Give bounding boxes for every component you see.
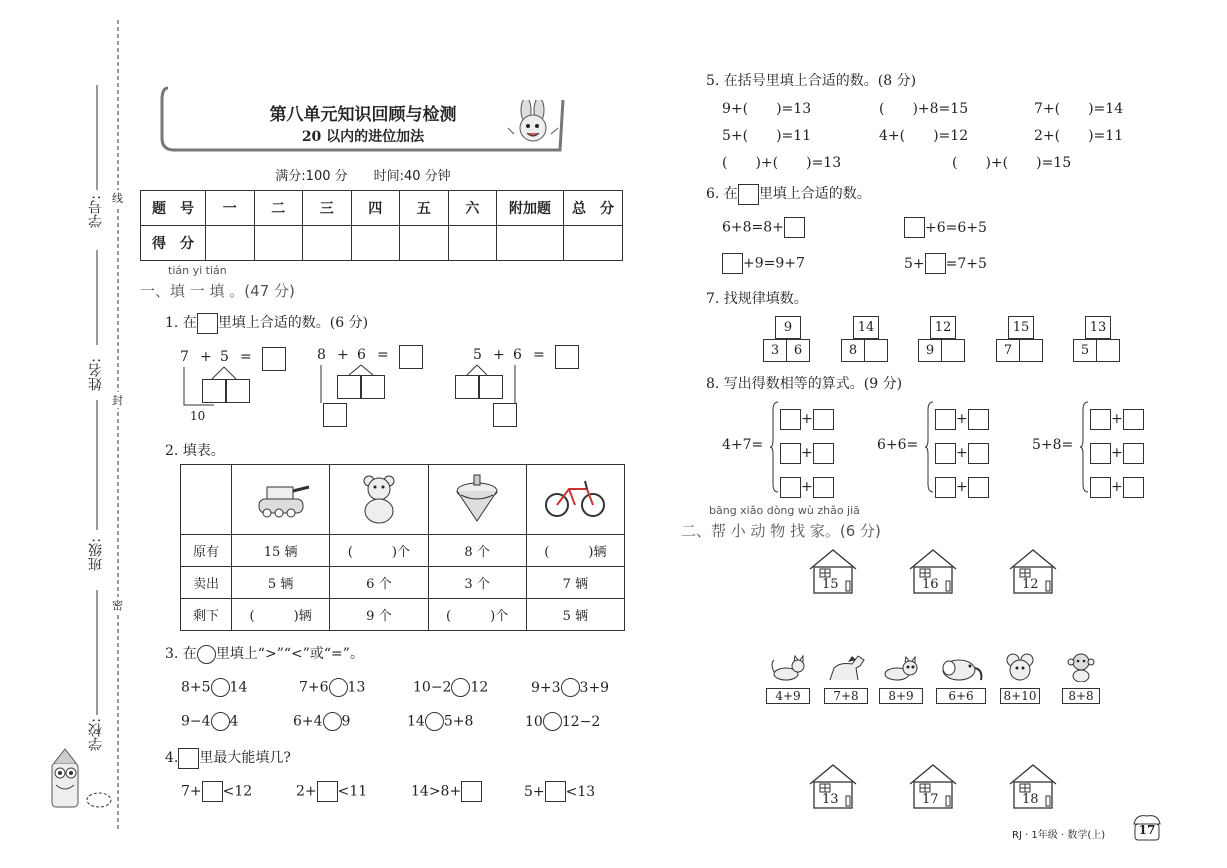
dashed-cut-line bbox=[0, 0, 130, 868]
answer-box[interactable] bbox=[1090, 477, 1111, 498]
table-cell[interactable]: ( )个 bbox=[330, 535, 428, 567]
compare-circle[interactable] bbox=[561, 678, 580, 697]
tank-toy-icon bbox=[232, 465, 330, 535]
monkey-icon bbox=[1063, 652, 1099, 682]
school-label: 学校: bbox=[88, 718, 104, 751]
table-cell[interactable]: ( )辆 bbox=[232, 599, 330, 631]
kitten-icon bbox=[881, 656, 921, 682]
table-cell: 15 辆 bbox=[232, 535, 330, 567]
brace-icon bbox=[770, 400, 780, 494]
compare-circle[interactable] bbox=[543, 712, 562, 731]
answer-box[interactable] bbox=[545, 781, 566, 802]
q2-title: 2. 填表。 bbox=[165, 443, 225, 459]
answer-box[interactable] bbox=[1123, 443, 1144, 464]
answer-box[interactable] bbox=[813, 477, 834, 498]
q8-group-2: + + + bbox=[935, 402, 989, 504]
table-cell: 3 个 bbox=[428, 567, 526, 599]
answer-box[interactable] bbox=[925, 253, 946, 274]
mouse-icon bbox=[1001, 652, 1039, 682]
animal-card[interactable]: 8+9 bbox=[879, 656, 923, 704]
q8-group-3: + + + bbox=[1090, 402, 1144, 504]
score-header: 五 bbox=[400, 191, 449, 226]
answer-box[interactable] bbox=[813, 443, 834, 464]
answer-box[interactable] bbox=[323, 403, 347, 427]
answer-box[interactable] bbox=[935, 409, 956, 430]
house-number: 15 bbox=[822, 577, 839, 592]
q6-title: 6. 在 里填上合适的数。 bbox=[706, 183, 871, 205]
bicycle-icon bbox=[526, 465, 624, 535]
animal-card[interactable]: 4+9 bbox=[766, 654, 810, 704]
answer-box[interactable] bbox=[722, 253, 743, 274]
q8-expr: 4+7= bbox=[722, 437, 764, 453]
score-table bbox=[140, 190, 623, 261]
answer-box[interactable] bbox=[1090, 409, 1111, 430]
answer-box[interactable] bbox=[479, 375, 503, 399]
exam-meta: 满分:100 分 时间:40 分钟 bbox=[275, 169, 451, 184]
q5-row-3: ( )+( )=13 ( )+( )=15 bbox=[722, 155, 1072, 171]
answer-box-icon bbox=[178, 748, 199, 769]
score-header: 附加题 bbox=[497, 191, 564, 226]
table-cell: 9 个 bbox=[330, 599, 428, 631]
section1-pinyin: tián yi tián bbox=[168, 264, 227, 277]
answer-box[interactable] bbox=[455, 375, 479, 399]
header-banner bbox=[160, 86, 566, 152]
answer-box[interactable] bbox=[813, 409, 834, 430]
page-title: 第八单元知识回顾与检测 bbox=[269, 105, 457, 125]
score-cell[interactable] bbox=[351, 226, 400, 261]
score-header: 二 bbox=[254, 191, 303, 226]
house[interactable] bbox=[808, 762, 858, 810]
pattern-item: 12 9 bbox=[918, 316, 965, 362]
sales-table bbox=[180, 464, 625, 631]
answer-box[interactable] bbox=[780, 443, 801, 464]
table-cell: 8 个 bbox=[428, 535, 526, 567]
answer-box[interactable] bbox=[1123, 409, 1144, 430]
answer-box[interactable] bbox=[935, 443, 956, 464]
q6-row-1: 6+8=8+ +6=6+5 bbox=[722, 217, 987, 238]
q3-row-2: 9−4 4 6+4 9 14 5+8 10 12−2 bbox=[181, 713, 601, 730]
answer-box[interactable] bbox=[780, 477, 801, 498]
score-cell[interactable] bbox=[564, 226, 623, 261]
pattern-item: 15 7 bbox=[996, 316, 1043, 362]
answer-box[interactable] bbox=[399, 345, 423, 369]
hint-number: 10 bbox=[190, 409, 206, 423]
q5-row-1: 9+( )=13 ( )+8=15 7+( )=14 bbox=[722, 101, 1124, 117]
answer-box-icon bbox=[738, 184, 759, 205]
cut-mark-secret: 密 bbox=[112, 599, 123, 612]
cat-icon bbox=[768, 654, 808, 682]
teddy-bear-icon bbox=[330, 465, 428, 535]
score-cell[interactable] bbox=[400, 226, 449, 261]
answer-box[interactable] bbox=[1090, 443, 1111, 464]
house-number: 13 bbox=[822, 792, 839, 807]
answer-box[interactable] bbox=[226, 379, 250, 403]
cut-mark-line: 线 bbox=[112, 192, 123, 205]
pencil-mascot-icon bbox=[42, 745, 122, 815]
house[interactable] bbox=[1008, 762, 1058, 810]
name-label: 姓名: bbox=[88, 358, 104, 391]
answer-box[interactable] bbox=[904, 217, 925, 238]
elephant-icon bbox=[937, 656, 985, 682]
score-cell[interactable] bbox=[448, 226, 497, 261]
compare-circle[interactable] bbox=[211, 712, 230, 731]
table-cell: 7 辆 bbox=[526, 567, 624, 599]
answer-box[interactable] bbox=[202, 781, 223, 802]
animal-card[interactable]: 7+8 bbox=[824, 652, 868, 704]
answer-box[interactable] bbox=[968, 409, 989, 430]
q6-row-2: +9=9+7 5+ =7+5 bbox=[722, 253, 987, 274]
footer-label: RJ · 1年级 · 数学(上) bbox=[1012, 830, 1106, 841]
class-label: 班级: bbox=[88, 538, 104, 571]
horse-icon bbox=[826, 652, 866, 682]
compare-circle[interactable] bbox=[451, 678, 470, 697]
table-cell[interactable]: ( )辆 bbox=[526, 535, 624, 567]
brace-icon bbox=[1080, 400, 1090, 494]
compare-circle[interactable] bbox=[323, 712, 342, 731]
answer-box[interactable] bbox=[968, 443, 989, 464]
score-header: 三 bbox=[303, 191, 352, 226]
answer-box[interactable] bbox=[361, 375, 385, 399]
section2-pinyin: bāng xiǎo dòng wù zhǎo jiā bbox=[709, 504, 860, 517]
row-label: 剩下 bbox=[181, 599, 232, 631]
answer-box[interactable] bbox=[262, 347, 286, 371]
compare-circle[interactable] bbox=[425, 712, 444, 731]
score-cell[interactable] bbox=[206, 226, 255, 261]
rabbit-mascot-icon bbox=[506, 100, 561, 150]
table-cell: 6 个 bbox=[330, 567, 428, 599]
page-subtitle: 20 以内的进位加法 bbox=[301, 129, 425, 145]
score-cell[interactable] bbox=[303, 226, 352, 261]
animal-card[interactable]: 8+10 bbox=[1000, 652, 1040, 704]
score-header: 题 号 bbox=[141, 191, 206, 226]
answer-box[interactable] bbox=[935, 477, 956, 498]
compare-circle[interactable] bbox=[211, 678, 230, 697]
student-no-label: 学号: bbox=[88, 195, 104, 228]
q7-title: 7. 找规律填数。 bbox=[706, 291, 808, 307]
q1-item-3: 5 + 6 = bbox=[455, 343, 585, 433]
row-label: 原有 bbox=[181, 535, 232, 567]
q8-expr: 6+6= bbox=[877, 437, 919, 453]
answer-box[interactable] bbox=[968, 477, 989, 498]
q1-item-1: 7 + 5 = 10 bbox=[178, 343, 288, 433]
q4-row: 7+ <12 2+ <11 14>8+ 5+ <13 bbox=[181, 781, 595, 802]
house-number: 17 bbox=[922, 792, 939, 807]
q8-group-1: + + + bbox=[780, 402, 834, 504]
answer-box[interactable] bbox=[780, 409, 801, 430]
table-cell: 5 辆 bbox=[526, 599, 624, 631]
section1-title: 一、填 一 填 。(47 分) bbox=[140, 282, 295, 300]
brace-icon bbox=[925, 400, 935, 494]
score-cell[interactable] bbox=[497, 226, 564, 261]
animal-card[interactable]: 6+6 bbox=[936, 656, 986, 704]
house[interactable] bbox=[1008, 547, 1058, 595]
house-number: 16 bbox=[922, 577, 939, 592]
q8-title: 8. 写出得数相等的算式。(9 分) bbox=[706, 376, 903, 392]
answer-box[interactable] bbox=[555, 345, 579, 369]
house-number: 12 bbox=[1022, 577, 1039, 592]
answer-box-icon bbox=[197, 313, 218, 334]
pattern-item: 9 3 6 bbox=[763, 316, 810, 362]
score-header: 一 bbox=[206, 191, 255, 226]
answer-box[interactable] bbox=[202, 379, 226, 403]
house[interactable] bbox=[908, 762, 958, 810]
q5-title: 5. 在括号里填上合适的数。(8 分) bbox=[706, 73, 917, 89]
q3-row-1: 8+5 14 7+6 13 10−2 12 9+3 3+9 bbox=[181, 679, 610, 696]
score-header: 四 bbox=[351, 191, 400, 226]
spinning-top-icon bbox=[428, 465, 526, 535]
q8-expr: 5+8= bbox=[1032, 437, 1074, 453]
q4-title: 4. 里最大能填几? bbox=[165, 747, 291, 769]
cut-mark-seal: 封 bbox=[112, 394, 123, 407]
q5-row-2: 5+( )=11 4+( )=12 2+( )=11 bbox=[722, 128, 1124, 144]
section2-title: 二、帮 小 动 物 找 家。(6 分) bbox=[681, 522, 881, 540]
circle-icon bbox=[197, 645, 216, 664]
house[interactable] bbox=[808, 547, 858, 595]
score-cell[interactable] bbox=[254, 226, 303, 261]
answer-box[interactable] bbox=[493, 403, 517, 427]
pattern-item: 13 5 bbox=[1073, 316, 1120, 362]
score-header: 六 bbox=[448, 191, 497, 226]
pattern-item: 14 8 bbox=[841, 316, 888, 362]
answer-box[interactable] bbox=[317, 781, 338, 802]
q3-title: 3. 在 里填上“>”“<”或“=”。 bbox=[165, 646, 364, 662]
page-number: 17 bbox=[1138, 823, 1156, 837]
house-number: 18 bbox=[1022, 792, 1039, 807]
compare-circle[interactable] bbox=[329, 678, 348, 697]
row-label: 卖出 bbox=[181, 567, 232, 599]
q1-title: 1. 在 里填上合适的数。(6 分) bbox=[165, 312, 368, 334]
score-header: 总 分 bbox=[564, 191, 623, 226]
table-cell: 5 辆 bbox=[232, 567, 330, 599]
answer-box[interactable] bbox=[461, 781, 482, 802]
answer-box[interactable] bbox=[784, 217, 805, 238]
score-row-label: 得 分 bbox=[141, 226, 206, 261]
answer-box[interactable] bbox=[1123, 477, 1144, 498]
q1-item-2: 8 + 6 = bbox=[315, 343, 435, 433]
answer-box[interactable] bbox=[337, 375, 361, 399]
table-cell[interactable]: ( )个 bbox=[428, 599, 526, 631]
house[interactable] bbox=[908, 547, 958, 595]
binding-strip bbox=[0, 0, 130, 868]
animal-card[interactable]: 8+8 bbox=[1062, 652, 1100, 704]
